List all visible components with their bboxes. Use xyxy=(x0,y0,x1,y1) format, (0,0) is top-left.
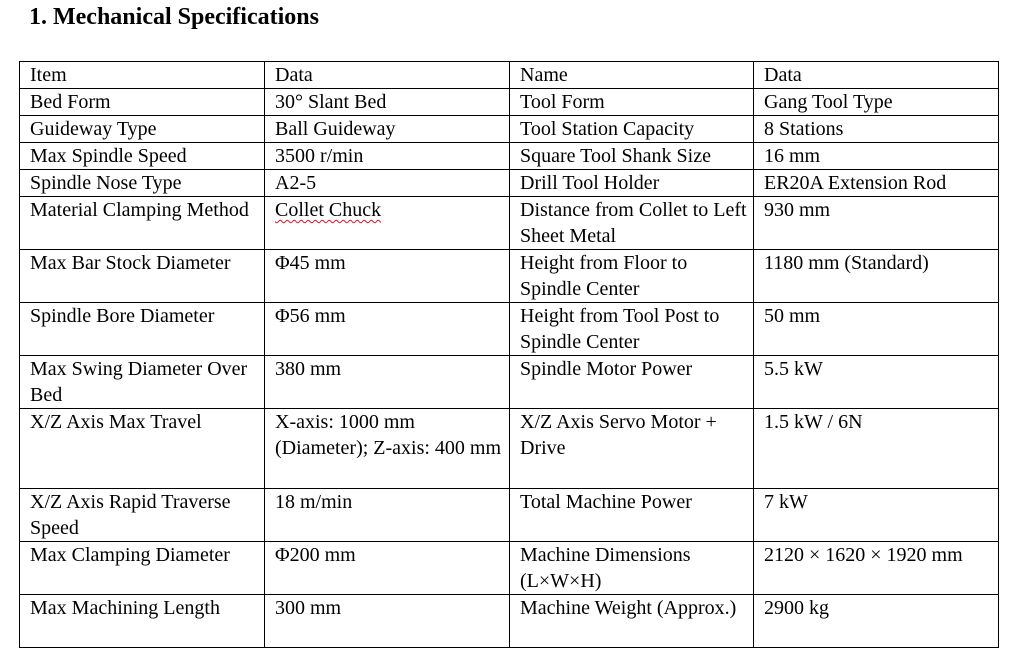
table-row xyxy=(20,542,999,595)
table-cell: 380 mm xyxy=(265,356,510,409)
table-cell: 1.5 kW / 6N xyxy=(754,409,999,489)
table-cell: X-axis: 1000 mm (Diameter); Z-axis: 400 mm xyxy=(265,409,510,489)
table-row xyxy=(20,595,999,648)
table-row xyxy=(20,143,999,170)
table-cell: Height from Tool Post to Spindle Center xyxy=(510,303,754,356)
table-cell: Bed Form xyxy=(20,89,265,116)
table-cell: Tool Form xyxy=(510,89,754,116)
table-cell: Spindle Nose Type xyxy=(20,170,265,197)
table-cell: Spindle Motor Power xyxy=(510,356,754,409)
table-cell: 300 mm xyxy=(265,595,510,648)
table-cell: Square Tool Shank Size xyxy=(510,143,754,170)
table-cell: Drill Tool Holder xyxy=(510,170,754,197)
table-row xyxy=(20,356,999,409)
table-cell: 3500 r/min xyxy=(265,143,510,170)
table-cell: Max Spindle Speed xyxy=(20,143,265,170)
table-row xyxy=(20,116,999,143)
table-row xyxy=(20,489,999,542)
table-header-row xyxy=(20,62,999,89)
table-cell: X/Z Axis Rapid Traverse Speed xyxy=(20,489,265,542)
table-cell: Φ200 mm xyxy=(265,542,510,595)
table-cell: Spindle Bore Diameter xyxy=(20,303,265,356)
table-row xyxy=(20,197,999,250)
header-cell: Data xyxy=(754,62,999,89)
table-cell: 50 mm xyxy=(754,303,999,356)
table-cell: 2900 kg xyxy=(754,595,999,648)
table-cell: Φ56 mm xyxy=(265,303,510,356)
table-cell: X/Z Axis Servo Motor + Drive xyxy=(510,409,754,489)
table-cell: Machine Dimensions (L×W×H) xyxy=(510,542,754,595)
table-cell: Guideway Type xyxy=(20,116,265,143)
table-cell: 930 mm xyxy=(754,197,999,250)
header-cell: Data xyxy=(265,62,510,89)
table-cell: Max Machining Length xyxy=(20,595,265,648)
table-cell: Distance from Collet to Left Sheet Metal xyxy=(510,197,754,250)
table-cell: Ball Guideway xyxy=(265,116,510,143)
table-cell: X/Z Axis Max Travel xyxy=(20,409,265,489)
table-cell: 7 kW xyxy=(754,489,999,542)
table-cell: 18 m/min xyxy=(265,489,510,542)
table-row xyxy=(20,170,999,197)
header-cell: Name xyxy=(510,62,754,89)
table-cell: ER20A Extension Rod xyxy=(754,170,999,197)
table-cell: Height from Floor to Spindle Center xyxy=(510,250,754,303)
table-cell: 2120 × 1620 × 1920 mm xyxy=(754,542,999,595)
table-cell: Material Clamping Method xyxy=(20,197,265,250)
table-cell: Max Bar Stock Diameter xyxy=(20,250,265,303)
table-cell: 16 mm xyxy=(754,143,999,170)
header-cell: Item xyxy=(20,62,265,89)
table-cell: Max Clamping Diameter xyxy=(20,542,265,595)
table-row xyxy=(20,409,999,489)
table-cell: Total Machine Power xyxy=(510,489,754,542)
table-cell: Machine Weight (Approx.) xyxy=(510,595,754,648)
section-heading: 1. Mechanical Specifications xyxy=(29,4,319,30)
table-row xyxy=(20,250,999,303)
specifications-table xyxy=(19,61,999,648)
table-cell: 5.5 kW xyxy=(754,356,999,409)
table-cell: 30° Slant Bed xyxy=(265,89,510,116)
table-cell: A2-5 xyxy=(265,170,510,197)
table-cell: Tool Station Capacity xyxy=(510,116,754,143)
table-cell: 1180 mm (Standard) xyxy=(754,250,999,303)
table-cell xyxy=(265,197,510,250)
table-row xyxy=(20,303,999,356)
table-cell: Φ45 mm xyxy=(265,250,510,303)
table-row xyxy=(20,89,999,116)
table-cell: Gang Tool Type xyxy=(754,89,999,116)
table-cell: 8 Stations xyxy=(754,116,999,143)
spellcheck-flagged-text: Collet Chuck xyxy=(275,199,382,221)
table-cell: Max Swing Diameter Over Bed xyxy=(20,356,265,409)
